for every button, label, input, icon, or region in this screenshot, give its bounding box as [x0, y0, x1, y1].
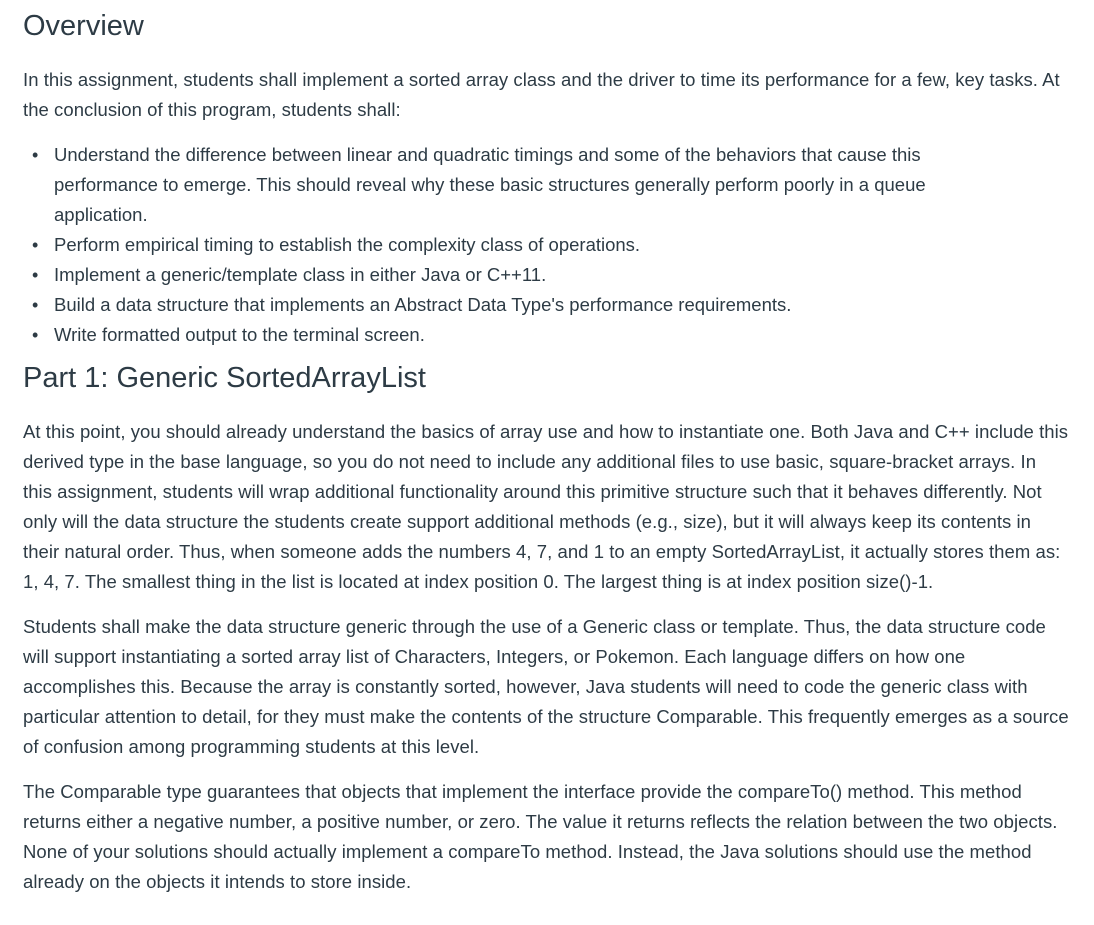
part1-paragraph-3: The Comparable type guarantees that objects that implement the interface provide the compareTo() method. This method returns either a negative number, a positive number, or zero. The value it returns reflects the relation between the two objects. None of your solutions should actually implement a compareTo method. Instead, the Java solutions should use the method already on the objects it intends to store inside.	[23, 781, 1058, 892]
bullet-icon: •	[32, 295, 39, 315]
bullet-icon: •	[32, 265, 39, 285]
overview-intro: In this assignment, students shall implement a sorted array class and the driver to time its performance for a few, key tasks. At the conclusion of this program, students shall:	[23, 69, 1060, 120]
list-item	[32, 140, 1070, 230]
part1-heading: Part 1: Generic SortedArrayList	[23, 362, 426, 394]
overview-heading: Overview	[23, 10, 144, 42]
list-item-text: Build a data structure that implements an Abstract Data Type's performance requirements.	[54, 294, 792, 315]
part1-paragraph-1: At this point, you should already understand the basics of array use and how to instantiate one. Both Java and C++ include this derived type in the base language, so you do not need to include any additional files to use basic, square-bracket arrays. In this assignment, students will wrap additional functionality around this primitive structure such that it behaves differently. Not only will the data structure the students create support additional methods (e.g., size), but it will always keep its contents in their natural order. Thus, when someone adds the numbers 4, 7, and 1 to an empty SortedArrayList, it actually stores them as: 1, 4, 7. The smallest thing in the list is located at index position 0. The largest thing is at index position size()-1.	[23, 421, 1069, 592]
list-item	[32, 230, 1070, 260]
list-item-text: Understand the difference between linear and quadratic timings and some of the behaviors that cause this performance to emerge. This should reveal why these basic structures generally perform poorly in a queue application.	[54, 144, 926, 225]
list-item-text: Perform empirical timing to establish the complexity class of operations.	[54, 234, 641, 255]
list-item-text: Implement a generic/template class in either Java or C++11.	[54, 264, 547, 285]
list-item	[32, 260, 1070, 290]
bullet-icon: •	[32, 325, 39, 345]
bullet-icon: •	[32, 145, 39, 165]
part1-paragraph-2: Students shall make the data structure generic through the use of a Generic class or template. Thus, the data structure code will support instantiating a sorted array list of Characters, Integers, or Pokemon. Each language differs on how one accomplishes this. Because the array is constantly sorted, however, Java students will need to code the generic class with particular attention to detail, for they must make the contents of the structure Comparable. This frequently emerges as a source of confusion among programming students at this level.	[23, 616, 1069, 757]
objectives-list	[23, 140, 1070, 350]
list-item	[32, 290, 1070, 320]
list-item	[32, 320, 1070, 350]
bullet-icon: •	[32, 235, 39, 255]
list-item-text: Write formatted output to the terminal screen.	[54, 324, 425, 345]
